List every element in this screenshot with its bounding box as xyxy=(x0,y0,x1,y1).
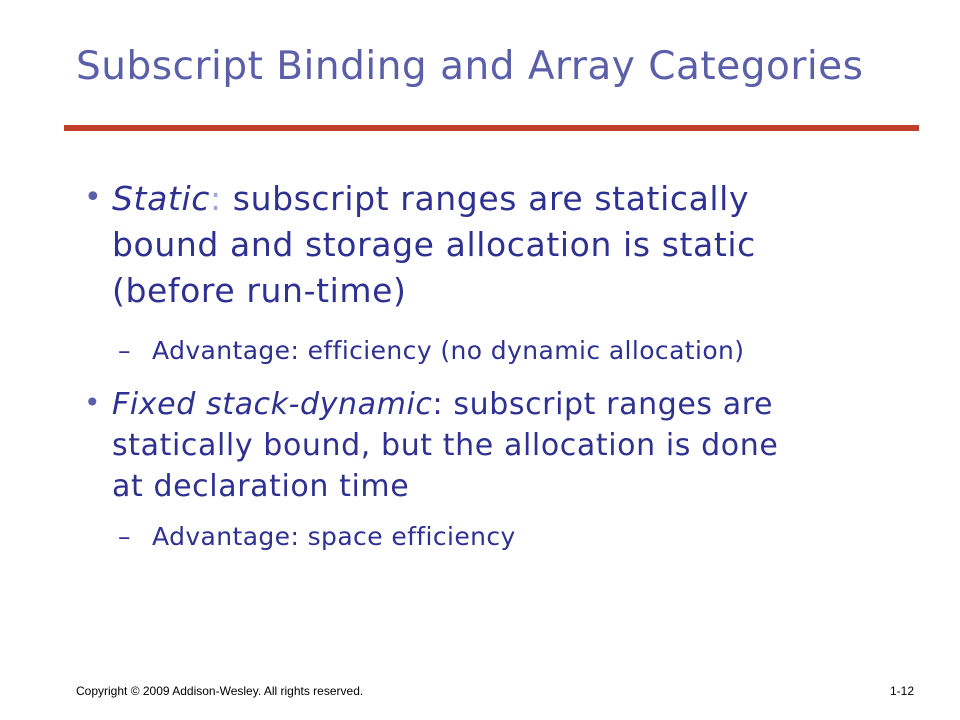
bullet-dot-icon: • xyxy=(84,386,101,419)
slide-title: Subscript Binding and Array Categories xyxy=(76,44,864,89)
bullet-fixed-line-2: statically bound, but the allocation is done xyxy=(112,428,779,463)
bullet-fixed-line-1-rest: subscript ranges are xyxy=(443,387,774,422)
bullet-static-line-1-rest: subscript ranges are statically xyxy=(221,179,750,218)
term-fixed-stack-dynamic: Fixed stack-dynamic xyxy=(112,387,433,422)
sub-bullet-static-advantage: Advantage: efficiency (no dynamic allocation) xyxy=(152,336,745,365)
term-static: Static xyxy=(112,179,210,218)
bullet-static-text xyxy=(112,176,902,314)
bullet-static-line-1 xyxy=(112,176,902,222)
term-static-colon: : xyxy=(209,179,222,218)
bullet-static-line-2: bound and storage allocation is static xyxy=(112,225,756,264)
bullet-static-line-3: (before run-time) xyxy=(112,271,407,310)
bullet-fixed-text xyxy=(112,384,902,507)
term-fixed-colon: : xyxy=(432,387,444,422)
bullet-dot-icon: • xyxy=(84,180,102,215)
sub-dash-icon: – xyxy=(118,522,131,551)
footer-copyright: Copyright © 2009 Addison-Wesley. All rights reserved. xyxy=(76,684,364,698)
bullet-fixed-line-3: at declaration time xyxy=(112,469,410,504)
sub-bullet-fixed-advantage: Advantage: space efficiency xyxy=(152,522,516,551)
sub-dash-icon: – xyxy=(118,336,131,365)
bullet-fixed-line-1 xyxy=(112,384,902,425)
title-underline xyxy=(64,125,919,131)
footer-page-number: 1-12 xyxy=(889,684,914,698)
